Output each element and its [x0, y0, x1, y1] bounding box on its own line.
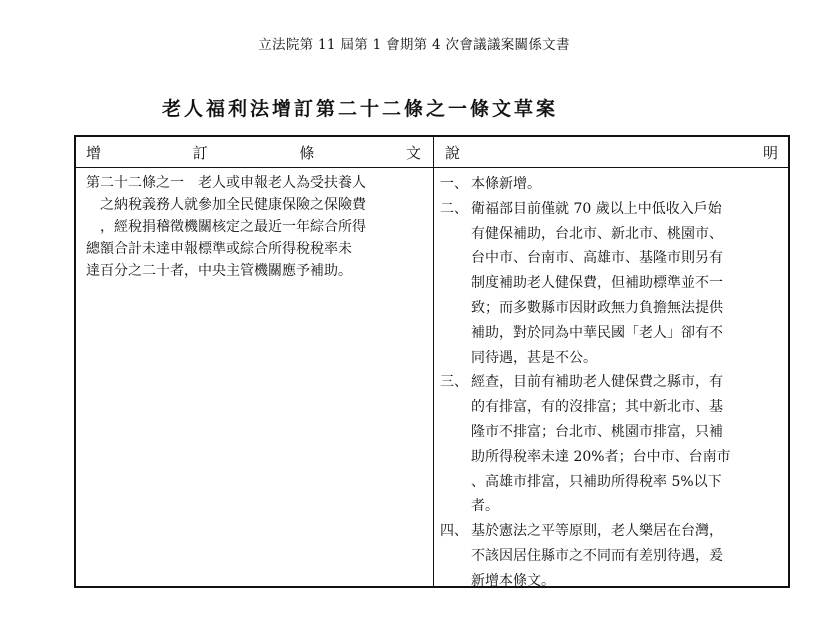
- item-body: [471, 370, 786, 519]
- header-article-char: 文: [405, 144, 421, 162]
- item-number: 一、: [440, 176, 468, 192]
- item-line: 致；而多數縣市因財政無力負擔無法提供: [471, 299, 723, 316]
- item-line: 助所得稅率未達 20%者；台中市、台南市: [471, 448, 731, 465]
- item-line: 補助，對於同為中華民國「老人」卻有不: [471, 324, 723, 341]
- header-explanation: [445, 142, 778, 163]
- item-line: 同待遇，甚是不公。: [471, 349, 597, 366]
- article-line: 達百分之二十者，中央主管機關應予補助。: [86, 263, 352, 279]
- item-line: 台中市、台南市、高雄市、基隆市則另有: [471, 250, 723, 267]
- comparison-table: [74, 135, 790, 588]
- item-number: 三、: [440, 374, 468, 391]
- header-article-char: 訂: [192, 144, 208, 162]
- item-body: [471, 519, 786, 593]
- header-explanation-char: 說: [445, 144, 461, 162]
- item-line: 隆市不排富；台北市、桃園市排富，只補: [471, 423, 723, 440]
- item-line: 衛福部目前僅就 70 歲以上中低收入戶始: [471, 200, 722, 217]
- document-title: 老人福利法增訂第二十二條之一條文草案: [162, 98, 559, 120]
- item-line: 本條新增。: [471, 176, 541, 192]
- header-explanation-char: 明: [762, 144, 778, 162]
- item-body: [471, 197, 786, 371]
- article-line: 之納稅義務人就參加全民健康保險之保險費: [100, 197, 366, 213]
- item-body: [471, 172, 786, 197]
- explanation-cell: [440, 172, 786, 594]
- explanation-item: [440, 172, 786, 197]
- header-article: [86, 142, 421, 163]
- column-divider: [433, 137, 434, 586]
- item-line: 的有排富，有的沒排富；其中新北市、基: [471, 399, 723, 416]
- article-line: ，經稅捐稽徵機關核定之最近一年綜合所得: [100, 219, 366, 235]
- item-line: 基於憲法之平等原則，老人樂居在台灣，: [471, 523, 723, 540]
- item-number: 四、: [440, 523, 468, 540]
- item-line: 有健保補助，台北市、新北市、桃園市、: [471, 225, 723, 242]
- explanation-item: [440, 519, 786, 593]
- article-line: 第二十二條之一 老人或申報老人為受扶養人: [86, 175, 366, 191]
- explanation-item: [440, 197, 786, 371]
- item-line: 經查，目前有補助老人健保費之縣市，有: [471, 374, 723, 391]
- document-header: 立法院第 11 屆第 1 會期第 4 次會議議案關係文書: [258, 37, 570, 53]
- item-line: 者。: [471, 498, 499, 515]
- table-header-row: [76, 137, 788, 168]
- item-number: 二、: [440, 200, 468, 217]
- header-article-char: 條: [299, 144, 315, 162]
- explanation-item: [440, 370, 786, 519]
- article-line: 總額合計未達申報標準或綜合所得稅稅率未: [86, 241, 352, 257]
- item-line: 不該因居住縣市之不同而有差別待遇，爰: [471, 547, 723, 564]
- item-line: 、高雄市排富，只補助所得稅率 5%以下: [471, 473, 722, 490]
- item-line: 新增本條文。: [471, 572, 555, 589]
- article-text-cell: [86, 172, 426, 282]
- header-article-char: 增: [86, 144, 102, 162]
- item-line: 制度補助老人健保費，但補助標準並不一: [471, 275, 723, 292]
